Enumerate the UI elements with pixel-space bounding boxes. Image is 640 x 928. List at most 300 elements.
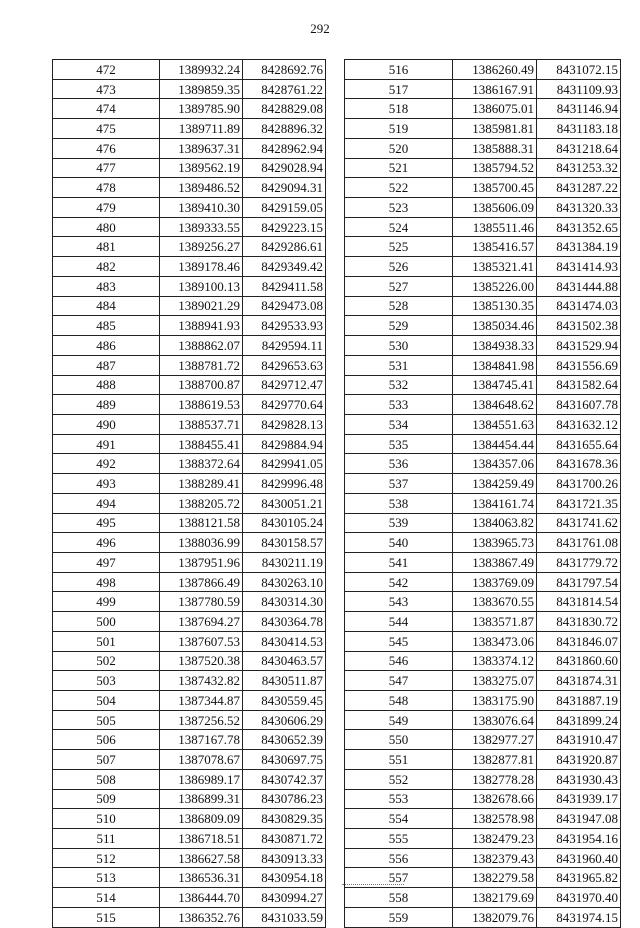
y-coordinate-cell: 8431414.93 <box>537 257 621 277</box>
point-number-cell: 493 <box>53 474 160 494</box>
point-number-cell: 543 <box>345 592 453 612</box>
point-number-cell: 533 <box>345 395 453 415</box>
table-row <box>345 671 621 691</box>
table-row <box>345 552 621 572</box>
y-coordinate-cell: 8431939.17 <box>537 789 621 809</box>
point-number-cell: 541 <box>345 552 453 572</box>
x-coordinate-cell: 1384161.74 <box>453 493 537 513</box>
y-coordinate-cell: 8429770.64 <box>243 395 326 415</box>
y-coordinate-cell: 8431860.60 <box>537 651 621 671</box>
point-number-cell: 521 <box>345 158 453 178</box>
table-row <box>345 710 621 730</box>
y-coordinate-cell: 8429712.47 <box>243 375 326 395</box>
x-coordinate-cell: 1382877.81 <box>453 750 537 770</box>
x-coordinate-cell: 1382678.66 <box>453 789 537 809</box>
x-coordinate-cell: 1389859.35 <box>160 79 243 99</box>
table-row <box>345 809 621 829</box>
x-coordinate-cell: 1386075.01 <box>453 99 537 119</box>
x-coordinate-cell: 1384745.41 <box>453 375 537 395</box>
y-coordinate-cell: 8429159.05 <box>243 198 326 218</box>
x-coordinate-cell: 1387432.82 <box>160 671 243 691</box>
table-row <box>345 612 621 632</box>
x-coordinate-cell: 1387607.53 <box>160 631 243 651</box>
x-coordinate-cell: 1385700.45 <box>453 178 537 198</box>
table-row <box>53 178 326 198</box>
y-coordinate-cell: 8429473.08 <box>243 296 326 316</box>
table-row <box>53 730 326 750</box>
y-coordinate-cell: 8429884.94 <box>243 434 326 454</box>
y-coordinate-cell: 8431678.36 <box>537 454 621 474</box>
point-number-cell: 555 <box>345 829 453 849</box>
table-row <box>345 178 621 198</box>
y-coordinate-cell: 8431072.15 <box>537 60 621 80</box>
y-coordinate-cell: 8431814.54 <box>537 592 621 612</box>
table-row <box>53 592 326 612</box>
y-coordinate-cell: 8431779.72 <box>537 552 621 572</box>
y-coordinate-cell: 8429533.93 <box>243 316 326 336</box>
x-coordinate-cell: 1386352.76 <box>160 907 243 927</box>
point-number-cell: 478 <box>53 178 160 198</box>
table-row <box>53 829 326 849</box>
table-row <box>345 907 621 927</box>
table-row <box>345 592 621 612</box>
table-row <box>53 99 326 119</box>
point-number-cell: 516 <box>345 60 453 80</box>
x-coordinate-cell: 1389410.30 <box>160 198 243 218</box>
point-number-cell: 488 <box>53 375 160 395</box>
x-coordinate-cell: 1384454.44 <box>453 434 537 454</box>
table-row <box>345 355 621 375</box>
table-row <box>53 79 326 99</box>
x-coordinate-cell: 1386167.91 <box>453 79 537 99</box>
x-coordinate-cell: 1387694.27 <box>160 612 243 632</box>
y-coordinate-cell: 8428962.94 <box>243 138 326 158</box>
point-number-cell: 524 <box>345 217 453 237</box>
y-coordinate-cell: 8430954.18 <box>243 868 326 888</box>
x-coordinate-cell: 1385888.31 <box>453 138 537 158</box>
table-row <box>53 474 326 494</box>
y-coordinate-cell: 8429028.94 <box>243 158 326 178</box>
y-coordinate-cell: 8431965.82 <box>537 868 621 888</box>
y-coordinate-cell: 8430263.10 <box>243 572 326 592</box>
point-number-cell: 519 <box>345 119 453 139</box>
table-row <box>345 789 621 809</box>
x-coordinate-cell: 1387344.87 <box>160 691 243 711</box>
x-coordinate-cell: 1388781.72 <box>160 355 243 375</box>
x-coordinate-cell: 1389637.31 <box>160 138 243 158</box>
table-row <box>53 612 326 632</box>
table-row <box>53 750 326 770</box>
point-number-cell: 552 <box>345 769 453 789</box>
table-row <box>345 395 621 415</box>
x-coordinate-cell: 1388121.58 <box>160 513 243 533</box>
x-coordinate-cell: 1385130.35 <box>453 296 537 316</box>
y-coordinate-cell: 8431910.47 <box>537 730 621 750</box>
point-number-cell: 548 <box>345 691 453 711</box>
table-row <box>345 158 621 178</box>
table-row <box>345 631 621 651</box>
table-row <box>53 572 326 592</box>
x-coordinate-cell: 1388036.99 <box>160 533 243 553</box>
table-row <box>345 769 621 789</box>
point-number-cell: 495 <box>53 513 160 533</box>
point-number-cell: 527 <box>345 276 453 296</box>
point-number-cell: 477 <box>53 158 160 178</box>
y-coordinate-cell: 8431033.59 <box>243 907 326 927</box>
table-row <box>53 237 326 257</box>
point-number-cell: 556 <box>345 848 453 868</box>
point-number-cell: 505 <box>53 710 160 730</box>
point-number-cell: 529 <box>345 316 453 336</box>
x-coordinate-cell: 1388619.53 <box>160 395 243 415</box>
x-coordinate-cell: 1382479.23 <box>453 829 537 849</box>
y-coordinate-cell: 8428829.08 <box>243 99 326 119</box>
table-row <box>53 276 326 296</box>
y-coordinate-cell: 8430314.30 <box>243 592 326 612</box>
point-number-cell: 482 <box>53 257 160 277</box>
point-number-cell: 554 <box>345 809 453 829</box>
y-coordinate-cell: 8429653.63 <box>243 355 326 375</box>
x-coordinate-cell: 1387256.52 <box>160 710 243 730</box>
y-coordinate-cell: 8431556.69 <box>537 355 621 375</box>
x-coordinate-cell: 1389100.13 <box>160 276 243 296</box>
x-coordinate-cell: 1383571.87 <box>453 612 537 632</box>
y-coordinate-cell: 8429349.42 <box>243 257 326 277</box>
y-coordinate-cell: 8431109.93 <box>537 79 621 99</box>
point-number-cell: 475 <box>53 119 160 139</box>
x-coordinate-cell: 1386809.09 <box>160 809 243 829</box>
point-number-cell: 479 <box>53 198 160 218</box>
point-number-cell: 520 <box>345 138 453 158</box>
point-number-cell: 526 <box>345 257 453 277</box>
point-number-cell: 542 <box>345 572 453 592</box>
x-coordinate-cell: 1387078.67 <box>160 750 243 770</box>
y-coordinate-cell: 8431761.08 <box>537 533 621 553</box>
table-row <box>345 316 621 336</box>
x-coordinate-cell: 1385981.81 <box>453 119 537 139</box>
x-coordinate-cell: 1387951.96 <box>160 552 243 572</box>
y-coordinate-cell: 8430652.39 <box>243 730 326 750</box>
y-coordinate-cell: 8430697.75 <box>243 750 326 770</box>
x-coordinate-cell: 1385511.46 <box>453 217 537 237</box>
y-coordinate-cell: 8429996.48 <box>243 474 326 494</box>
y-coordinate-cell: 8431887.19 <box>537 691 621 711</box>
table-row <box>53 158 326 178</box>
point-number-cell: 553 <box>345 789 453 809</box>
table-row <box>53 119 326 139</box>
coordinates-table-right <box>344 59 621 928</box>
x-coordinate-cell: 1385321.41 <box>453 257 537 277</box>
x-coordinate-cell: 1385416.57 <box>453 237 537 257</box>
point-number-cell: 485 <box>53 316 160 336</box>
y-coordinate-cell: 8431474.03 <box>537 296 621 316</box>
y-coordinate-cell: 8431947.08 <box>537 809 621 829</box>
point-number-cell: 540 <box>345 533 453 553</box>
table-row <box>345 138 621 158</box>
y-coordinate-cell: 8431253.32 <box>537 158 621 178</box>
y-coordinate-cell: 8431632.12 <box>537 414 621 434</box>
x-coordinate-cell: 1386627.58 <box>160 848 243 868</box>
point-number-cell: 476 <box>53 138 160 158</box>
table-row <box>345 217 621 237</box>
point-number-cell: 487 <box>53 355 160 375</box>
table-row <box>53 671 326 691</box>
point-number-cell: 508 <box>53 769 160 789</box>
point-number-cell: 512 <box>53 848 160 868</box>
x-coordinate-cell: 1386718.51 <box>160 829 243 849</box>
table-row <box>53 631 326 651</box>
point-number-cell: 484 <box>53 296 160 316</box>
y-coordinate-cell: 8429223.15 <box>243 217 326 237</box>
point-number-cell: 558 <box>345 888 453 908</box>
y-coordinate-cell: 8431582.64 <box>537 375 621 395</box>
point-number-cell: 503 <box>53 671 160 691</box>
y-coordinate-cell: 8430871.72 <box>243 829 326 849</box>
point-number-cell: 537 <box>345 474 453 494</box>
point-number-cell: 534 <box>345 414 453 434</box>
point-number-cell: 500 <box>53 612 160 632</box>
table-row <box>53 217 326 237</box>
table-row <box>345 730 621 750</box>
table-row <box>345 848 621 868</box>
x-coordinate-cell: 1384063.82 <box>453 513 537 533</box>
x-coordinate-cell: 1389333.55 <box>160 217 243 237</box>
y-coordinate-cell: 8429828.13 <box>243 414 326 434</box>
y-coordinate-cell: 8431444.88 <box>537 276 621 296</box>
x-coordinate-cell: 1383374.12 <box>453 651 537 671</box>
point-number-cell: 473 <box>53 79 160 99</box>
table-row <box>53 316 326 336</box>
y-coordinate-cell: 8431146.94 <box>537 99 621 119</box>
table-row <box>345 60 621 80</box>
table-row <box>53 355 326 375</box>
x-coordinate-cell: 1383867.49 <box>453 552 537 572</box>
x-coordinate-cell: 1383473.06 <box>453 631 537 651</box>
table-row <box>53 375 326 395</box>
x-coordinate-cell: 1387520.38 <box>160 651 243 671</box>
table-row <box>53 513 326 533</box>
point-number-cell: 518 <box>345 99 453 119</box>
point-number-cell: 546 <box>345 651 453 671</box>
point-number-cell: 490 <box>53 414 160 434</box>
point-number-cell: 536 <box>345 454 453 474</box>
y-coordinate-cell: 8430559.45 <box>243 691 326 711</box>
y-coordinate-cell: 8431974.15 <box>537 907 621 927</box>
table-row <box>345 414 621 434</box>
point-number-cell: 522 <box>345 178 453 198</box>
x-coordinate-cell: 1383175.90 <box>453 691 537 711</box>
y-coordinate-cell: 8429411.58 <box>243 276 326 296</box>
x-coordinate-cell: 1389711.89 <box>160 119 243 139</box>
x-coordinate-cell: 1386899.31 <box>160 789 243 809</box>
point-number-cell: 474 <box>53 99 160 119</box>
point-number-cell: 494 <box>53 493 160 513</box>
point-number-cell: 538 <box>345 493 453 513</box>
point-number-cell: 480 <box>53 217 160 237</box>
table-row <box>53 907 326 927</box>
y-coordinate-cell: 8430105.24 <box>243 513 326 533</box>
x-coordinate-cell: 1389021.29 <box>160 296 243 316</box>
y-coordinate-cell: 8428692.76 <box>243 60 326 80</box>
coordinates-table-left <box>52 59 326 928</box>
table-row <box>345 829 621 849</box>
table-row <box>53 809 326 829</box>
point-number-cell: 530 <box>345 336 453 356</box>
y-coordinate-cell: 8431700.26 <box>537 474 621 494</box>
y-coordinate-cell: 8430158.57 <box>243 533 326 553</box>
point-number-cell: 510 <box>53 809 160 829</box>
x-coordinate-cell: 1389785.90 <box>160 99 243 119</box>
y-coordinate-cell: 8431183.18 <box>537 119 621 139</box>
y-coordinate-cell: 8430463.57 <box>243 651 326 671</box>
x-coordinate-cell: 1388700.87 <box>160 375 243 395</box>
y-coordinate-cell: 8430051.21 <box>243 493 326 513</box>
x-coordinate-cell: 1388862.07 <box>160 336 243 356</box>
x-coordinate-cell: 1384938.33 <box>453 336 537 356</box>
x-coordinate-cell: 1385034.46 <box>453 316 537 336</box>
table-row <box>345 119 621 139</box>
y-coordinate-cell: 8431920.87 <box>537 750 621 770</box>
point-number-cell: 489 <box>53 395 160 415</box>
table-row <box>53 60 326 80</box>
y-coordinate-cell: 8431797.54 <box>537 572 621 592</box>
table-row <box>53 691 326 711</box>
point-number-cell: 497 <box>53 552 160 572</box>
x-coordinate-cell: 1384551.63 <box>453 414 537 434</box>
x-coordinate-cell: 1387780.59 <box>160 592 243 612</box>
table-row <box>345 99 621 119</box>
point-number-cell: 523 <box>345 198 453 218</box>
x-coordinate-cell: 1383670.55 <box>453 592 537 612</box>
table-row <box>345 513 621 533</box>
table-row <box>345 434 621 454</box>
x-coordinate-cell: 1384648.62 <box>453 395 537 415</box>
x-coordinate-cell: 1385226.00 <box>453 276 537 296</box>
x-coordinate-cell: 1383076.64 <box>453 710 537 730</box>
x-coordinate-cell: 1387167.78 <box>160 730 243 750</box>
y-coordinate-cell: 8431529.94 <box>537 336 621 356</box>
y-coordinate-cell: 8431607.78 <box>537 395 621 415</box>
table-row <box>345 375 621 395</box>
table-row <box>53 848 326 868</box>
x-coordinate-cell: 1385794.52 <box>453 158 537 178</box>
table-row <box>53 336 326 356</box>
y-coordinate-cell: 8431655.64 <box>537 434 621 454</box>
point-number-cell: 547 <box>345 671 453 691</box>
x-coordinate-cell: 1384841.98 <box>453 355 537 375</box>
point-number-cell: 532 <box>345 375 453 395</box>
table-row <box>53 533 326 553</box>
footer-rule <box>342 884 404 885</box>
x-coordinate-cell: 1382778.28 <box>453 769 537 789</box>
table-row <box>53 651 326 671</box>
table-row <box>53 138 326 158</box>
x-coordinate-cell: 1389486.52 <box>160 178 243 198</box>
point-number-cell: 507 <box>53 750 160 770</box>
x-coordinate-cell: 1386444.70 <box>160 888 243 908</box>
table-row <box>345 691 621 711</box>
x-coordinate-cell: 1383275.07 <box>453 671 537 691</box>
x-coordinate-cell: 1382379.43 <box>453 848 537 868</box>
y-coordinate-cell: 8430211.19 <box>243 552 326 572</box>
y-coordinate-cell: 8430511.87 <box>243 671 326 691</box>
y-coordinate-cell: 8431352.65 <box>537 217 621 237</box>
y-coordinate-cell: 8431954.16 <box>537 829 621 849</box>
point-number-cell: 491 <box>53 434 160 454</box>
x-coordinate-cell: 1387866.49 <box>160 572 243 592</box>
x-coordinate-cell: 1383769.09 <box>453 572 537 592</box>
y-coordinate-cell: 8429594.11 <box>243 336 326 356</box>
table-row <box>345 474 621 494</box>
table-row <box>53 414 326 434</box>
x-coordinate-cell: 1384259.49 <box>453 474 537 494</box>
point-number-cell: 551 <box>345 750 453 770</box>
table-row <box>345 651 621 671</box>
y-coordinate-cell: 8431830.72 <box>537 612 621 632</box>
table-row <box>53 198 326 218</box>
x-coordinate-cell: 1383965.73 <box>453 533 537 553</box>
table-row <box>53 868 326 888</box>
point-number-cell: 501 <box>53 631 160 651</box>
y-coordinate-cell: 8430364.78 <box>243 612 326 632</box>
x-coordinate-cell: 1389932.24 <box>160 60 243 80</box>
x-coordinate-cell: 1388372.64 <box>160 454 243 474</box>
y-coordinate-cell: 8430913.33 <box>243 848 326 868</box>
point-number-cell: 483 <box>53 276 160 296</box>
table-row <box>345 493 621 513</box>
y-coordinate-cell: 8431320.33 <box>537 198 621 218</box>
table-row <box>345 572 621 592</box>
table-row <box>53 493 326 513</box>
x-coordinate-cell: 1388537.71 <box>160 414 243 434</box>
y-coordinate-cell: 8428896.32 <box>243 119 326 139</box>
x-coordinate-cell: 1388205.72 <box>160 493 243 513</box>
point-number-cell: 513 <box>53 868 160 888</box>
point-number-cell: 511 <box>53 829 160 849</box>
table-row <box>345 296 621 316</box>
table-row <box>345 454 621 474</box>
point-number-cell: 531 <box>345 355 453 375</box>
x-coordinate-cell: 1382279.58 <box>453 868 537 888</box>
point-number-cell: 528 <box>345 296 453 316</box>
table-row <box>345 533 621 553</box>
y-coordinate-cell: 8429286.61 <box>243 237 326 257</box>
point-number-cell: 535 <box>345 434 453 454</box>
table-row <box>345 198 621 218</box>
point-number-cell: 492 <box>53 454 160 474</box>
point-number-cell: 498 <box>53 572 160 592</box>
x-coordinate-cell: 1382977.27 <box>453 730 537 750</box>
x-coordinate-cell: 1389562.19 <box>160 158 243 178</box>
point-number-cell: 539 <box>345 513 453 533</box>
point-number-cell: 515 <box>53 907 160 927</box>
table-row <box>345 336 621 356</box>
table-row <box>345 79 621 99</box>
x-coordinate-cell: 1382079.76 <box>453 907 537 927</box>
point-number-cell: 549 <box>345 710 453 730</box>
table-row <box>53 454 326 474</box>
x-coordinate-cell: 1389256.27 <box>160 237 243 257</box>
table-row <box>53 789 326 809</box>
table-row <box>53 769 326 789</box>
y-coordinate-cell: 8431930.43 <box>537 769 621 789</box>
y-coordinate-cell: 8431721.35 <box>537 493 621 513</box>
y-coordinate-cell: 8431960.40 <box>537 848 621 868</box>
table-row <box>53 552 326 572</box>
y-coordinate-cell: 8431899.24 <box>537 710 621 730</box>
y-coordinate-cell: 8431846.07 <box>537 631 621 651</box>
point-number-cell: 544 <box>345 612 453 632</box>
